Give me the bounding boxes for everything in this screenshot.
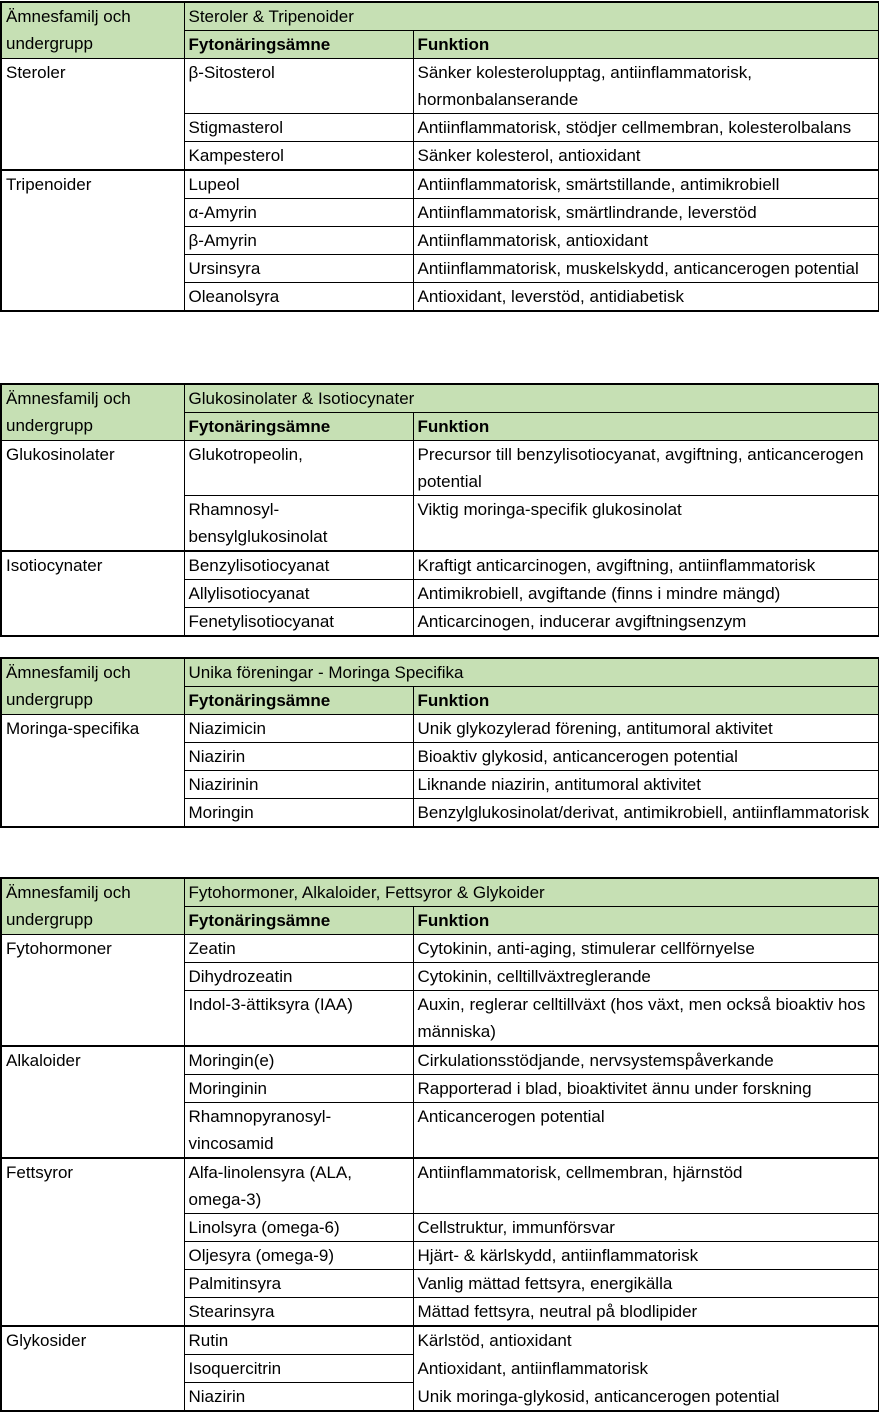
substance-header: Fytonäringsämne	[184, 413, 413, 441]
function-cell: Benzylglukosinolat/derivat, antimikrobiell, antiinflammatorisk	[413, 799, 879, 828]
family-header-cell	[1, 658, 184, 715]
function-cell: Hjärt- & kärlskydd, antiinflammatorisk	[413, 1242, 879, 1270]
substance-cell: Zeatin	[184, 935, 413, 963]
function-cell: Cellstruktur, immunförsvar	[413, 1214, 879, 1242]
table-row	[1, 551, 879, 580]
table-row	[1, 1158, 879, 1214]
function-cell: Viktig moringa-specifik glukosinolat	[413, 496, 879, 552]
function-cell: Antiinflammatorisk, muskelskydd, anticancerogen potential	[413, 255, 879, 283]
function-cell: Liknande niazirin, antitumoral aktivitet	[413, 771, 879, 799]
substance-cell: Dihydrozeatin	[184, 963, 413, 991]
function-cell: Antioxidant, antiinflammatorisk	[413, 1355, 879, 1383]
family-header-cell	[1, 878, 184, 935]
substance-cell: Kampesterol	[184, 142, 413, 171]
header-row-title	[1, 384, 879, 413]
group-name: Isotiocynater	[1, 551, 184, 636]
function-header: Funktion	[413, 31, 879, 59]
function-cell: Sänker kolesterol, antioxidant	[413, 142, 879, 171]
family-header: Ämnesfamilj och undergrupp	[6, 389, 131, 435]
substance-header: Fytonäringsämne	[184, 907, 413, 935]
table-row	[1, 59, 879, 114]
substance-cell: Alfa-linolensyra (ALA, omega-3)	[184, 1158, 413, 1214]
table-title: Fytohormoner, Alkaloider, Fettsyror & Glykoider	[184, 878, 879, 907]
substance-cell: Palmitinsyra	[184, 1270, 413, 1298]
table-title: Unika föreningar - Moringa Specifika	[184, 658, 879, 687]
function-cell: Kärlstöd, antioxidant	[413, 1326, 879, 1355]
group-name: Tripenoider	[1, 170, 184, 311]
group-name: Moringa-specifika	[1, 715, 184, 828]
function-cell: Antiinflammatorisk, smärtlindrande, leverstöd	[413, 199, 879, 227]
substance-cell: Ursinsyra	[184, 255, 413, 283]
substance-cell: Stigmasterol	[184, 114, 413, 142]
substance-cell: Moringinin	[184, 1075, 413, 1103]
substance-cell: β-Amyrin	[184, 227, 413, 255]
table-row	[1, 715, 879, 743]
group-name: Glykosider	[1, 1326, 184, 1411]
table-title: Glukosinolater & Isotiocynater	[184, 384, 879, 413]
function-header: Funktion	[413, 907, 879, 935]
substance-cell: Linolsyra (omega-6)	[184, 1214, 413, 1242]
header-row-title	[1, 878, 879, 907]
function-cell: Auxin, reglerar celltillväxt (hos växt, men också bioaktiv hos människa)	[413, 991, 879, 1047]
function-cell: Cytokinin, celltillväxtreglerande	[413, 963, 879, 991]
substance-cell: Allylisotiocyanat	[184, 580, 413, 608]
function-cell: Cytokinin, anti-aging, stimulerar cellförnyelse	[413, 935, 879, 963]
substance-cell: Oljesyra (omega-9)	[184, 1242, 413, 1270]
function-cell: Antiinflammatorisk, smärtstillande, antimikrobiell	[413, 170, 879, 199]
phytonutrient-table	[0, 657, 879, 828]
table-row	[1, 935, 879, 963]
function-cell: Anticarcinogen, inducerar avgiftningsenzym	[413, 608, 879, 637]
function-cell: Unik moringa-glykosid, anticancerogen potential	[413, 1383, 879, 1412]
phytonutrient-table	[0, 877, 879, 1412]
substance-cell: Isoquercitrin	[184, 1355, 413, 1383]
substance-cell: Indol-3-ättiksyra (IAA)	[184, 991, 413, 1047]
function-cell: Anticancerogen potential	[413, 1103, 879, 1159]
table-row	[1, 170, 879, 199]
function-cell: Antiinflammatorisk, stödjer cellmembran, kolesterolbalans	[413, 114, 879, 142]
header-row-title	[1, 658, 879, 687]
table-row	[1, 1326, 879, 1355]
substance-cell: Rutin	[184, 1326, 413, 1355]
function-cell: Cirkulationsstödjande, nervsystemspåverkande	[413, 1046, 879, 1075]
phytonutrient-table	[0, 383, 879, 637]
substance-cell: Stearinsyra	[184, 1298, 413, 1327]
phytonutrient-table	[0, 1, 879, 312]
function-cell: Kraftigt anticarcinogen, avgiftning, antiinflammatorisk	[413, 551, 879, 580]
group-name: Glukosinolater	[1, 441, 184, 552]
substance-header: Fytonäringsämne	[184, 687, 413, 715]
function-cell: Antiinflammatorisk, antioxidant	[413, 227, 879, 255]
family-header: Ämnesfamilj och undergrupp	[6, 883, 131, 929]
family-header-cell	[1, 2, 184, 59]
substance-cell: Rhamnosyl-bensylglukosinolat	[184, 496, 413, 552]
substance-cell: Rhamnopyranosyl-vincosamid	[184, 1103, 413, 1159]
function-cell: Sänker kolesterolupptag, antiinflammatorisk, hormonbalanserande	[413, 59, 879, 114]
function-cell: Bioaktiv glykosid, anticancerogen potential	[413, 743, 879, 771]
substance-cell: Moringin(e)	[184, 1046, 413, 1075]
substance-cell: Lupeol	[184, 170, 413, 199]
header-row-title	[1, 2, 879, 31]
substance-cell: Benzylisotiocyanat	[184, 551, 413, 580]
function-cell: Antimikrobiell, avgiftande (finns i mindre mängd)	[413, 580, 879, 608]
substance-cell: Fenetylisotiocyanat	[184, 608, 413, 637]
function-cell: Antioxidant, leverstöd, antidiabetisk	[413, 283, 879, 312]
table-row	[1, 1046, 879, 1075]
function-header: Funktion	[413, 413, 879, 441]
function-cell: Mättad fettsyra, neutral på blodlipider	[413, 1298, 879, 1327]
group-name: Fytohormoner	[1, 935, 184, 1047]
function-cell: Rapporterad i blad, bioaktivitet ännu under forskning	[413, 1075, 879, 1103]
group-name: Alkaloider	[1, 1046, 184, 1158]
family-header-cell	[1, 384, 184, 441]
substance-cell: Niazimicin	[184, 715, 413, 743]
table-title: Steroler & Tripenoider	[184, 2, 879, 31]
substance-cell: Glukotropeolin,	[184, 441, 413, 496]
substance-cell: α-Amyrin	[184, 199, 413, 227]
substance-cell: Niazirin	[184, 743, 413, 771]
substance-header: Fytonäringsämne	[184, 31, 413, 59]
substance-cell: Moringin	[184, 799, 413, 828]
substance-cell: Niazirinin	[184, 771, 413, 799]
function-cell: Vanlig mättad fettsyra, energikälla	[413, 1270, 879, 1298]
function-header: Funktion	[413, 687, 879, 715]
table-row	[1, 441, 879, 496]
substance-cell: Oleanolsyra	[184, 283, 413, 312]
family-header: Ämnesfamilj och undergrupp	[6, 663, 131, 709]
group-name: Steroler	[1, 59, 184, 171]
group-name: Fettsyror	[1, 1158, 184, 1326]
function-cell: Precursor till benzylisotiocyanat, avgiftning, anticancerogen potential	[413, 441, 879, 496]
substance-cell: Niazirin	[184, 1383, 413, 1412]
function-cell: Antiinflammatorisk, cellmembran, hjärnstöd	[413, 1158, 879, 1214]
substance-cell: β-Sitosterol	[184, 59, 413, 114]
function-cell: Unik glykozylerad förening, antitumoral aktivitet	[413, 715, 879, 743]
family-header: Ämnesfamilj och undergrupp	[6, 7, 131, 53]
